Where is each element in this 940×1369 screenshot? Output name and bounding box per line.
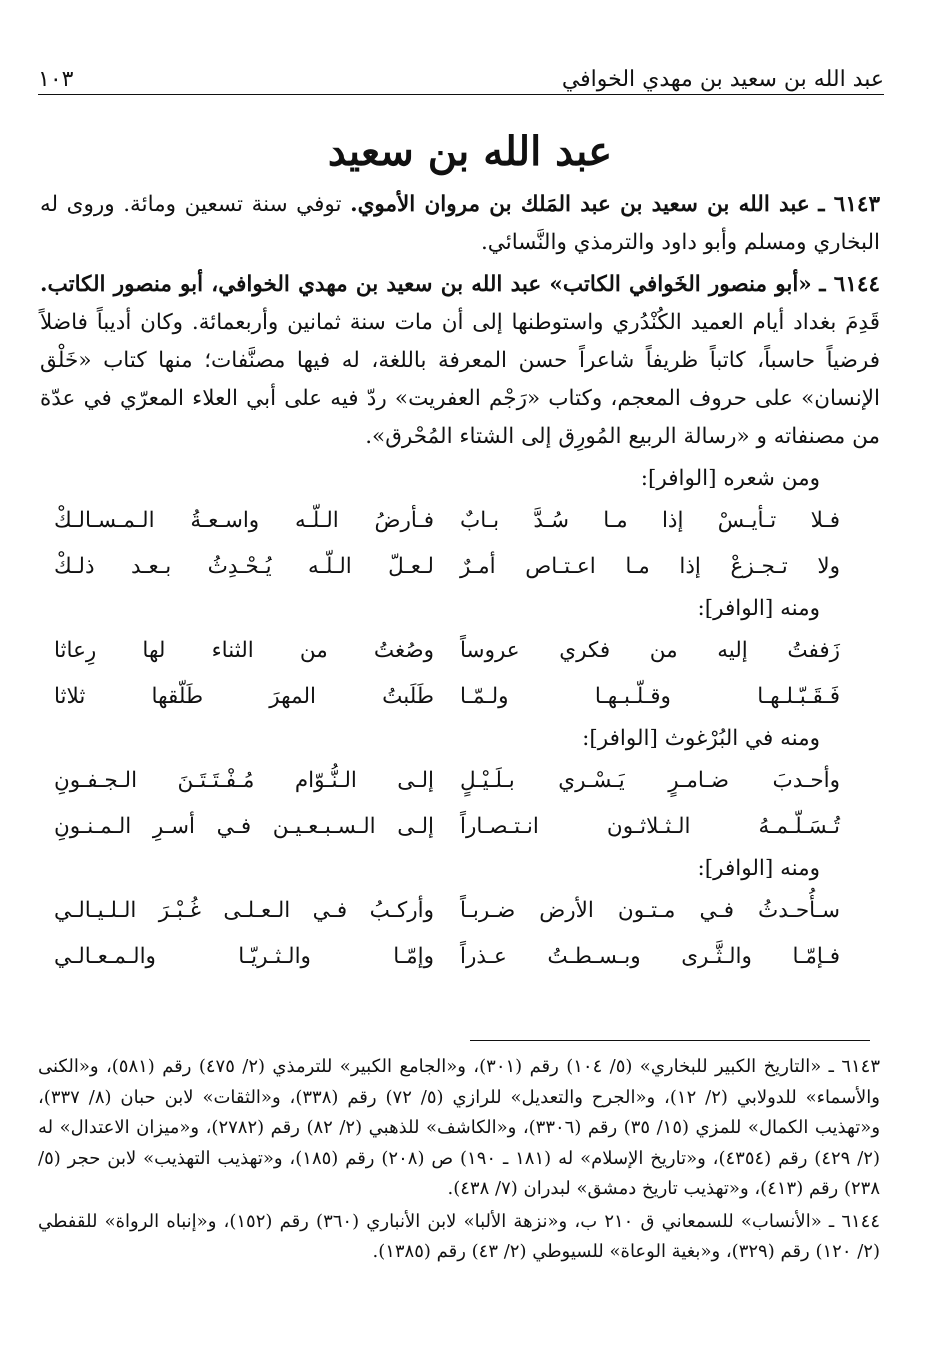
entry-number: ٦١٤٤ ـ — [819, 272, 880, 297]
header-rule — [38, 94, 884, 95]
second-hemistich: طَلَبتُ المهرَ طَلّقها ثلاثا — [54, 684, 434, 709]
entry-name: عبد الله بن سعيد بن عبد المَلك بن مروان الأموي. — [350, 192, 810, 217]
second-hemistich: فـأرضُ الـلّـه واسـعـةُ الـمـسـالـكْ — [54, 508, 434, 533]
second-hemistich: وأركـبُ فـي الـعـلـى غُـبْـرَ الـلـيـالـي — [54, 898, 434, 923]
first-hemistich: ولا تـجـزعْ إذا مـا اعـتـاص أمـرٌ — [460, 554, 840, 579]
entry-number: ٦١٤٣ ـ — [818, 192, 880, 217]
second-hemistich: إلـى الـسـبـعـيـن فـي أسـرِ الـمـنـونِ — [54, 814, 434, 839]
section-heading: عبد الله بن سعيد — [327, 128, 613, 175]
footnotes — [38, 1052, 880, 1270]
running-header — [38, 52, 884, 92]
first-hemistich: فـإمّـا والـثَّـرى وبـسـطـتُ عـذراً — [460, 944, 840, 969]
verse — [40, 888, 880, 934]
entry-name: «أبو منصور الخَوافي الكاتب» عبد الله بن سعيد بن مهدي الخوافي، أبو منصور الكاتب. — [40, 272, 812, 297]
verse — [40, 674, 880, 720]
verse — [40, 804, 880, 850]
entry-6143 — [40, 186, 880, 262]
poem-intro: ومنه [الوافر]: — [697, 856, 820, 881]
second-hemistich: لـعـلّ الـلّـه يُـحْـدِثُ بـعـد ذلـكْ — [54, 554, 434, 579]
verse — [40, 628, 880, 674]
poem-intro: ومن شعره [الوافر]: — [640, 466, 820, 491]
main-text — [40, 186, 880, 980]
entry-6144 — [40, 266, 880, 456]
first-hemistich: فـلا تـأيـسْ إذا مـا سُـدَّ بـابٌ — [460, 508, 840, 533]
entry-text: توفي سنة تسعين ومائة. وروى له البخاري ومسلم وأبو داود والترمذي والنَّسائي. — [40, 192, 880, 255]
footnote-6143: ٦١٤٣ ـ «التاريخ الكبير للبخاري» (٥/ ١٠٤) رقم (٣٠١)، و«الجامع الكبير» للترمذي (٢/ ٤٧٥) رقم (٥٨١)، و«الكنى والأسماء» للدولابي (٢/ ١٢)، و«الجرح والتعديل» للرازي (٥/ ٧٢) رقم (٣٣٨)، و«الثقات» لابن حبان (٨/ ٣٣٧)، و«تهذيب الكمال» للمزي (١٥/ ٣٥) رقم (٣٣٠٦)، و«الكاشف» للذهبي (٢/ ٨٢) رقم (٢٧٨٢)، و«ميزان الاعتدال» له (٢/ ٤٢٩) رقم (٤٣٥٤)، و«تاريخ الإسلام» له (١٨١ ـ ١٩٠) ص (٢٠٨) رقم (١٨٥)، و«تهذيب التهذيب» لابن حجر (٥/ ٢٣٨) رقم (٤١٣)، و«تهذيب تاريخ دمشق» لبدران (٧/ ٤٣٨). — [38, 1056, 881, 1199]
first-hemistich: زَففتُ إليه من فكري عروساً — [460, 638, 840, 663]
first-hemistich: سـأُحـدثُ فـي مـتـون الأرض ضـربـاً — [460, 898, 840, 923]
second-hemistich: إلـى الـنُّـوّام مُـفْـتَـتَـنَ الـجـفـونِ — [54, 768, 434, 793]
verse — [40, 498, 880, 544]
first-hemistich: فَـقَـبّـلـهـا وقـلّـبـهـا ولـمّـا — [460, 684, 840, 709]
first-hemistich: تُـسَـلّـمـهُ الـثـلاثـون انـتـصـاراً — [460, 814, 840, 839]
running-title: عبد الله بن سعيد بن مهدي الخوافي — [561, 67, 884, 92]
verse — [40, 934, 880, 980]
second-hemistich: وإمّـا والـثـريّـا والـمـعـالـي — [54, 944, 434, 969]
verse — [40, 544, 880, 590]
page-number: ١٠٣ — [38, 67, 74, 92]
footnote-rule — [470, 1040, 870, 1041]
verse — [40, 758, 880, 804]
poem-intro: ومنه [الوافر]: — [697, 596, 820, 621]
second-hemistich: وصُغتُ من الثناء لها رِعاثا — [54, 638, 434, 663]
poem-intro: ومنه في البُرْغوث [الوافر]: — [582, 726, 820, 751]
first-hemistich: وأحـدبَ ضـامـرٍ يَـسْـري بـلَـيْـلٍ — [460, 768, 840, 793]
entry-text: قَدِمَ بغداد أيام العميد الكُنْدُري واستوطنها إلى أن مات سنة ثمانين وأربعمائة. وكان أديباً فاضلاً فرضياً حاسباً، كاتباً ظريفاً شاعراً حسن المعرفة باللغة، له فيها مصنَّفات؛ منها كتاب «خَلْق الإنسان» على حروف المعجم، وكتاب «رَجْم العفريت» ردّ فيه على أبي العلاء المعرّي في عدّة من مصنفاته و «رسالة الربيع المُورِق إلى الشتاء المُحْرق». — [40, 310, 880, 449]
footnote-6144: ٦١٤٤ ـ «الأنساب» للسمعاني ق ٢١٠ ب، و«نزهة الألبا» لابن الأنباري (٣٦٠) رقم (١٥٢)، و«إنباه الرواة» للقفطي (٢/ ١٢٠) رقم (٣٢٩)، و«بغية الوعاة» للسيوطي (٢/ ٤٣) رقم (١٣٨٥). — [38, 1210, 880, 1262]
